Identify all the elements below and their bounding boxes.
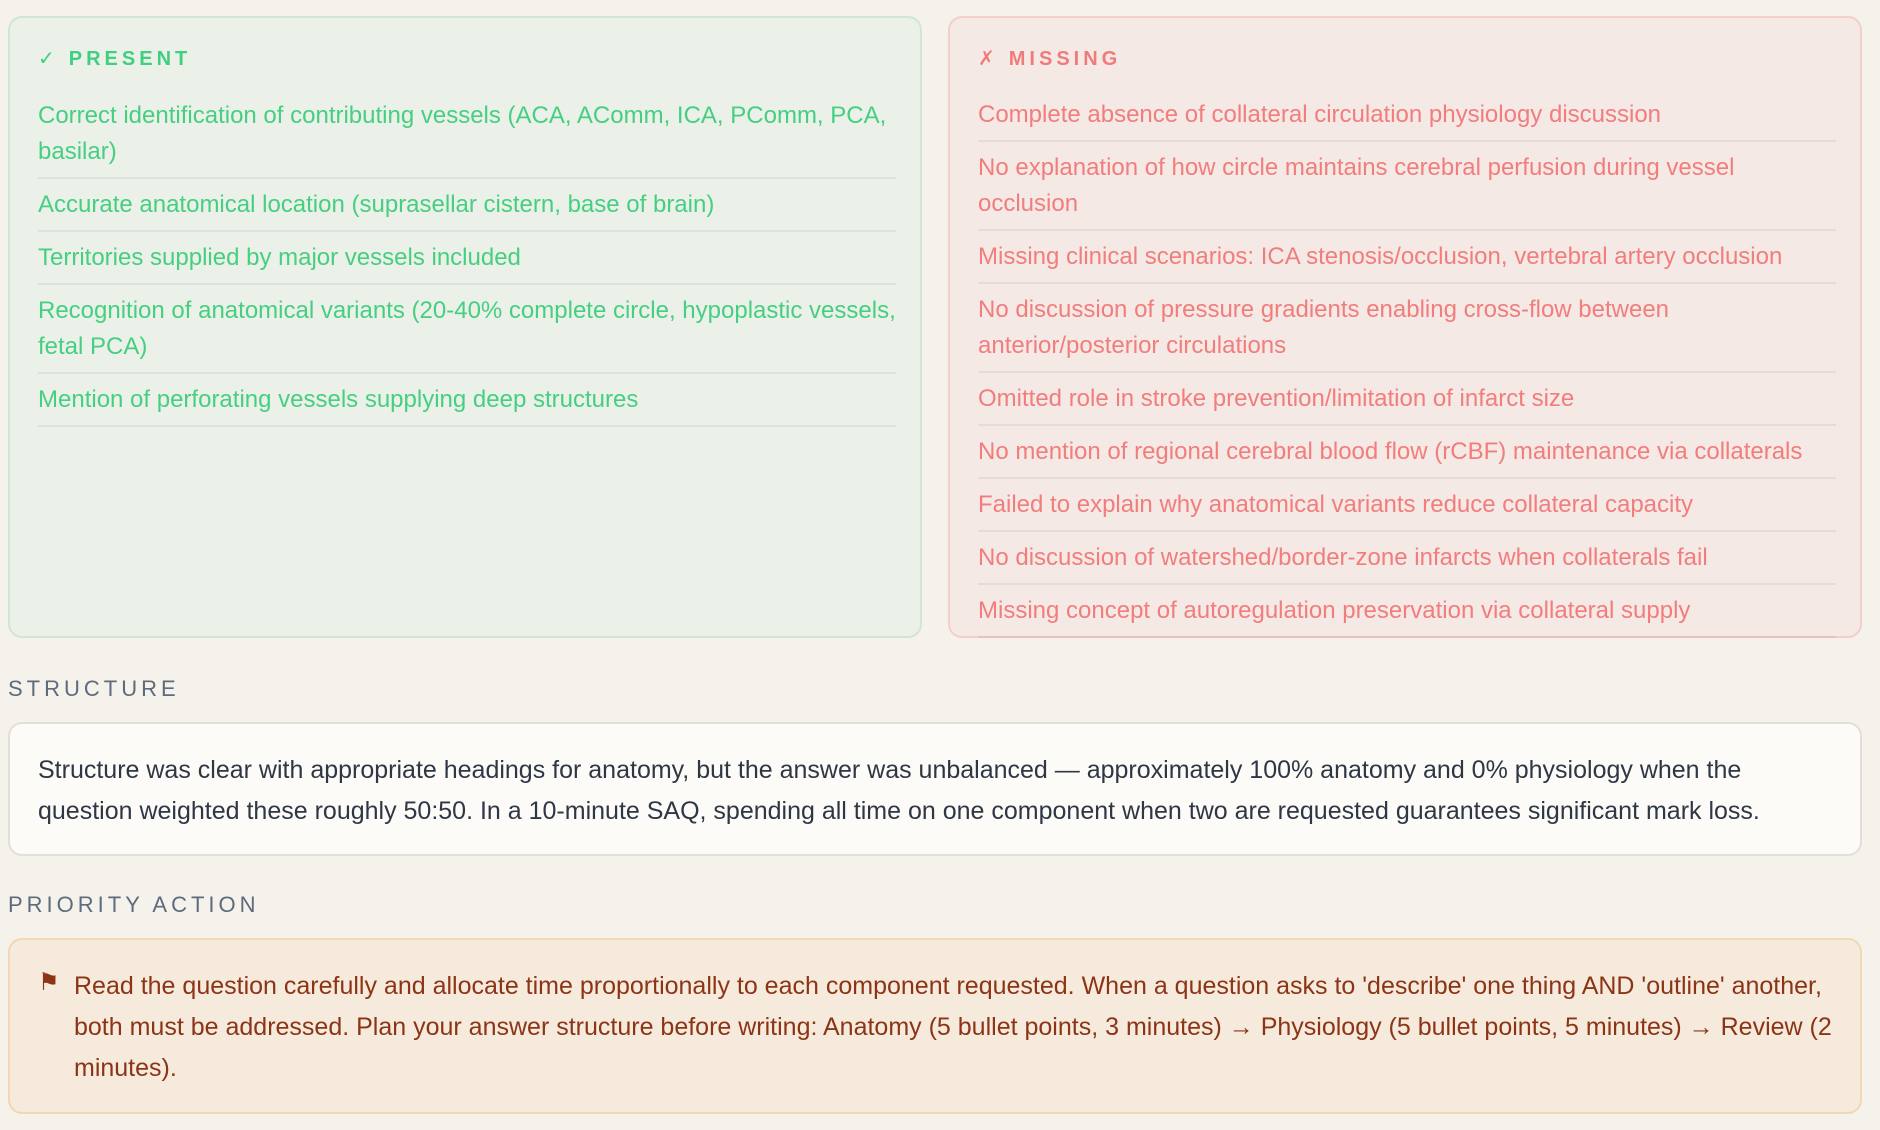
missing-title-label: MISSING — [1008, 48, 1122, 70]
comparison-cards — [8, 16, 1862, 640]
present-list — [38, 98, 896, 435]
missing-item: Failed to explain why anatomical variants reduce collateral capacity — [978, 487, 1836, 532]
missing-item: No explanation of how circle maintains cerebral perfusion during vessel occlusion — [978, 150, 1836, 231]
missing-list — [978, 97, 1836, 646]
structure-text: Structure was clear with appropriate headings for anatomy, but the answer was unbalanced — approximately 100% anatomy and 0% physiology when the question weighted these roughly 50:50. In a 10-minute SAQ, spending all time on one component when two are requested guarantees significant mark loss. — [38, 756, 1760, 825]
present-item: Correct identification of contributing vessels (ACA, AComm, ICA, PComm, PCA, basilar) — [38, 98, 896, 179]
missing-card — [948, 16, 1862, 638]
cross-icon: ✗ — [978, 48, 999, 70]
present-item: Mention of perforating vessels supplying deep structures — [38, 382, 896, 427]
missing-title — [978, 46, 1121, 71]
structure-label: STRUCTURE — [8, 676, 180, 701]
missing-item: Missing clinical scenarios: ICA stenosis/occlusion, vertebral artery occlusion — [978, 239, 1836, 284]
check-icon: ✓ — [38, 48, 59, 70]
priority-action-panel — [8, 938, 1862, 1114]
flag-icon: ⚑ — [38, 969, 60, 996]
priority-action-text: Read the question carefully and allocate time proportionally to each component requested. When a question asks to 'describe' one thing AND 'outline' another, both must be addressed. Plan your answer structure before writing: Anatomy (5 bullet points, 3 minutes) → Physiology (5 bullet points, 5 minutes) → Review (2 minutes). — [74, 972, 1832, 1082]
missing-item: No discussion of pressure gradients enabling cross-flow between anterior/posterior circulations — [978, 292, 1836, 373]
present-card — [8, 16, 922, 638]
missing-item: Complete absence of collateral circulation physiology discussion — [978, 97, 1836, 142]
present-item: Accurate anatomical location (suprasellar cistern, base of brain) — [38, 187, 896, 232]
present-item: Recognition of anatomical variants (20-40% complete circle, hypoplastic vessels, fetal PCA) — [38, 293, 896, 374]
missing-item: No discussion of watershed/border-zone infarcts when collaterals fail — [978, 540, 1836, 585]
missing-item: No mention of regional cerebral blood flow (rCBF) maintenance via collaterals — [978, 434, 1836, 479]
missing-item: Omitted role in stroke prevention/limitation of infarct size — [978, 381, 1836, 426]
structure-panel — [8, 722, 1862, 856]
priority-action-label: PRIORITY ACTION — [8, 892, 260, 917]
present-title — [38, 46, 191, 71]
present-title-label: PRESENT — [68, 48, 192, 70]
missing-item: Missing concept of autoregulation preservation via collateral supply — [978, 593, 1836, 638]
present-item: Territories supplied by major vessels included — [38, 240, 896, 285]
